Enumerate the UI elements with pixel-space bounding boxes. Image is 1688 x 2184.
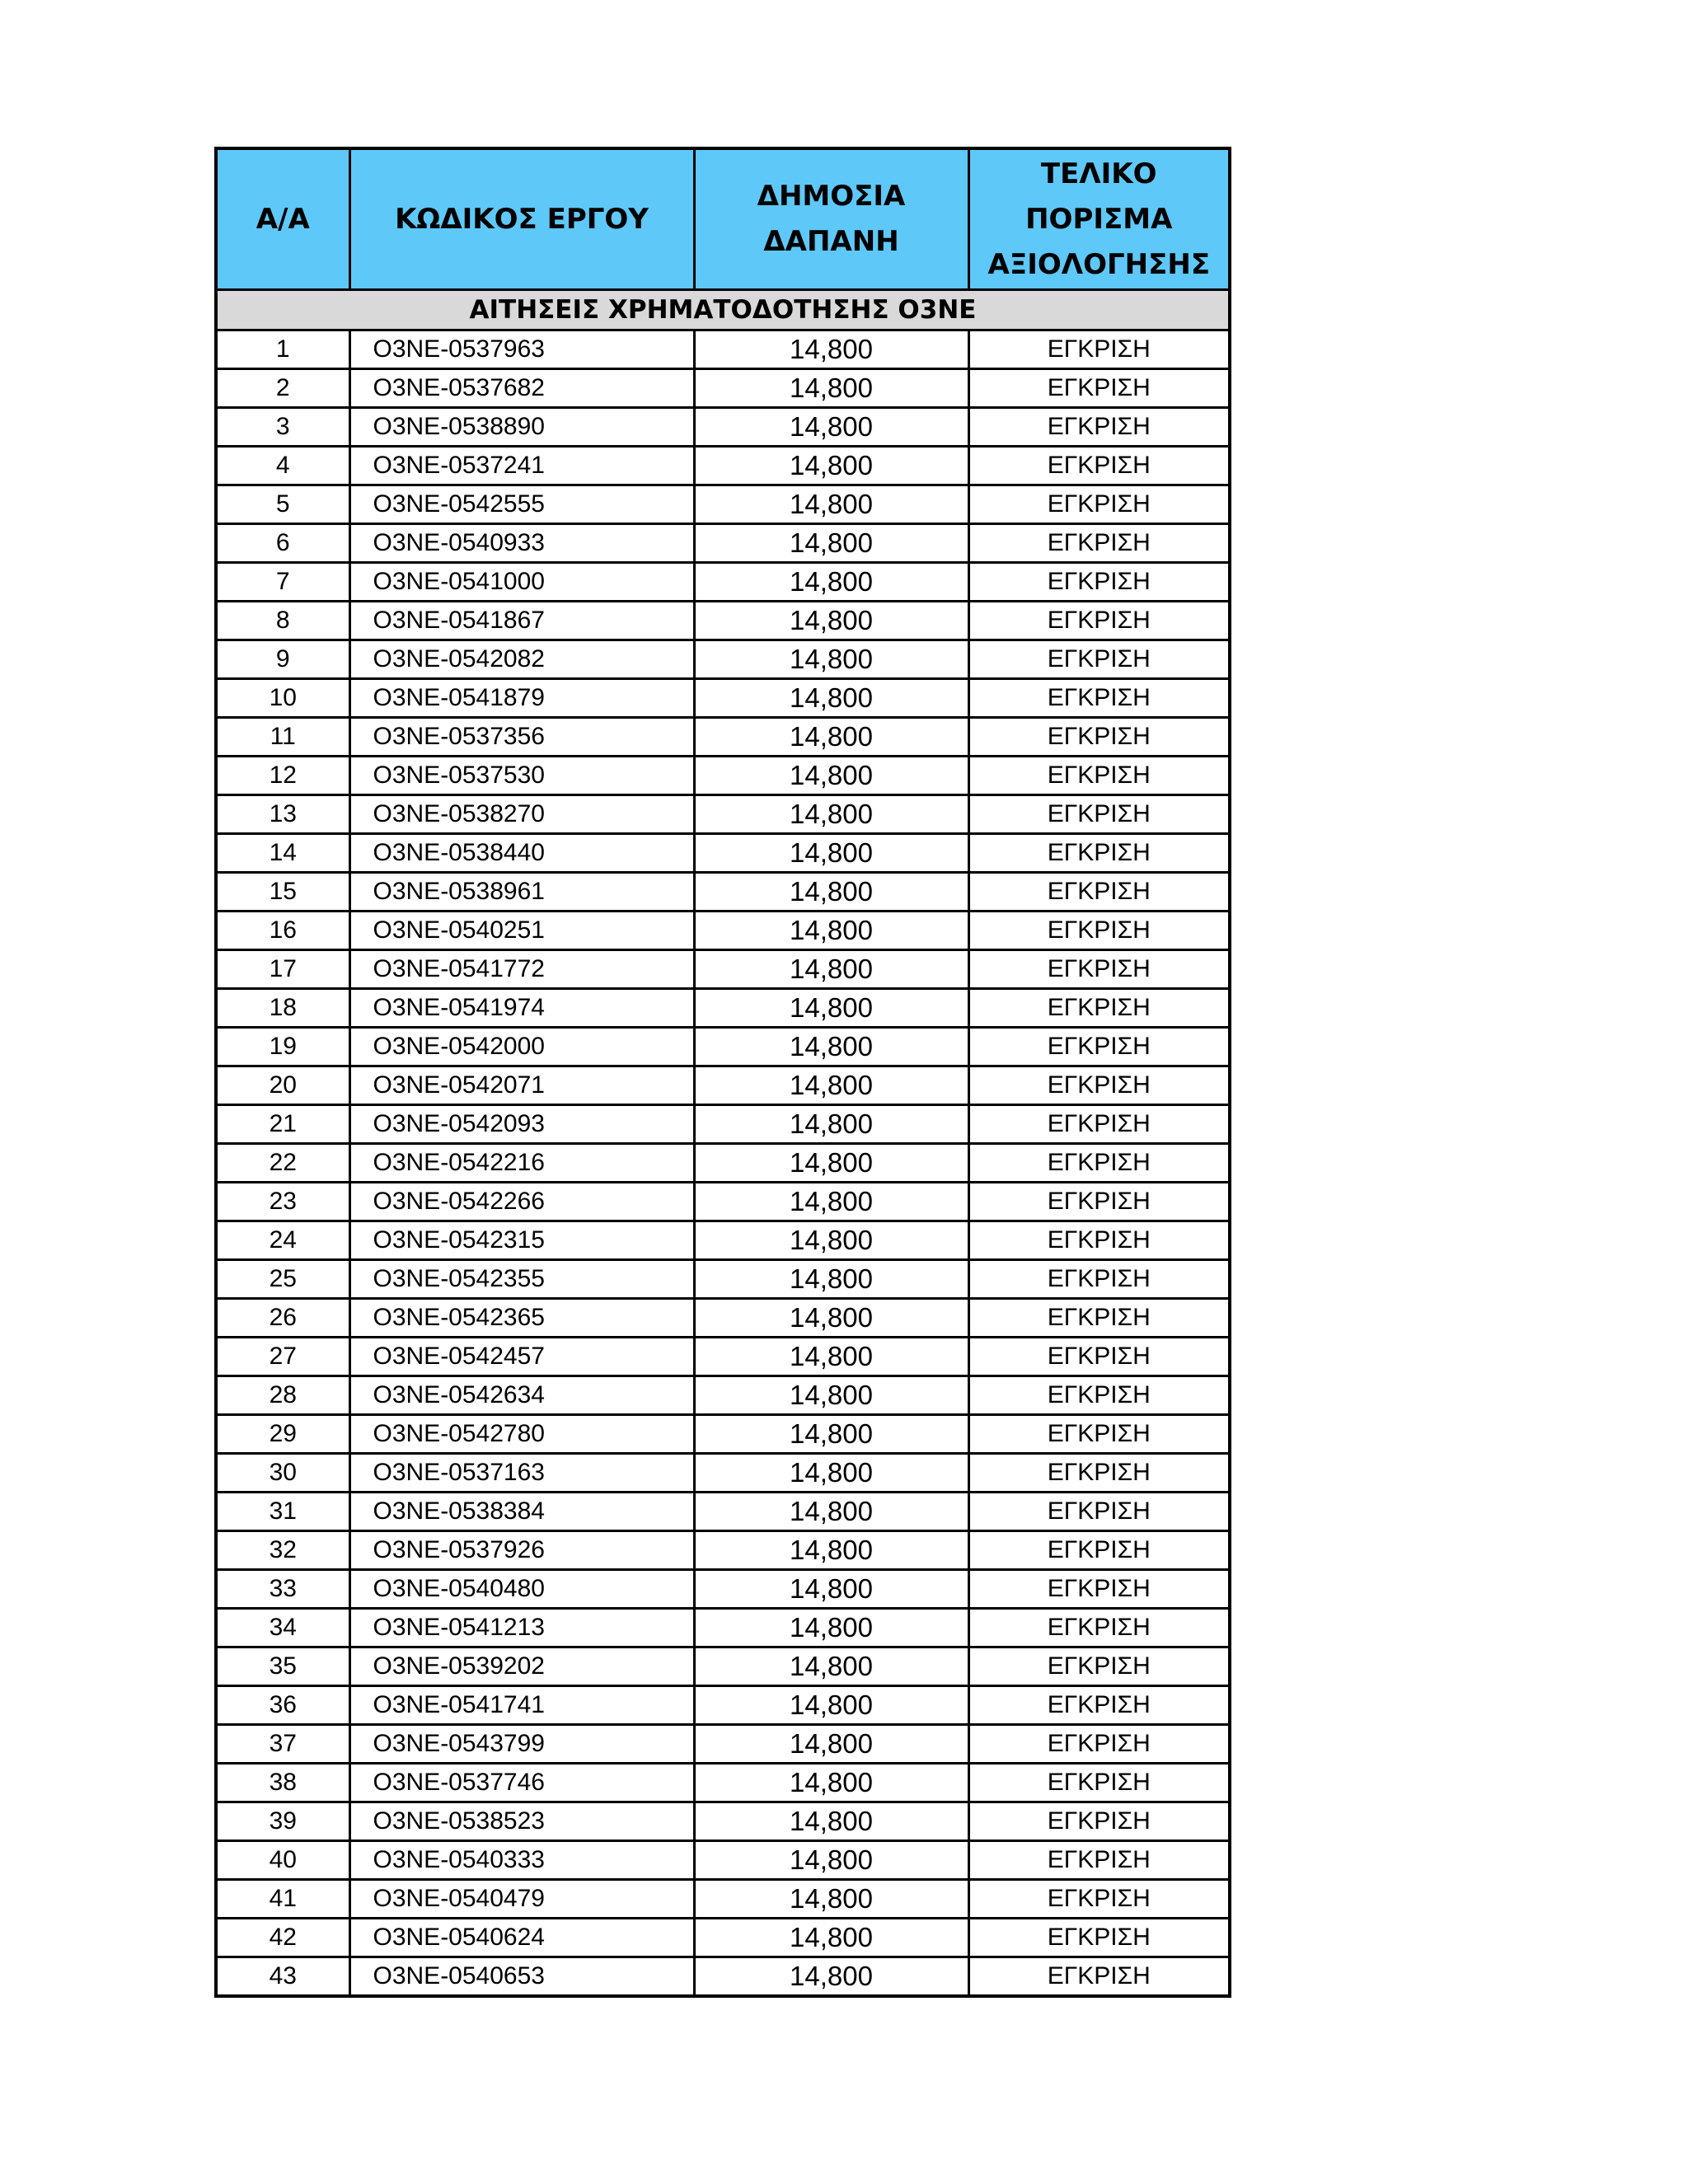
header-final-result-line2: ΠΟΡΙΣΜΑ — [1025, 202, 1173, 236]
cell-public-expense: 14,800 — [694, 912, 968, 950]
table-row — [216, 1841, 1230, 1880]
cell-aa: 25 — [216, 1260, 349, 1299]
cell-aa: 12 — [216, 757, 349, 795]
cell-public-expense: 14,800 — [694, 447, 968, 485]
cell-aa: 40 — [216, 1841, 349, 1880]
cell-final-result: ΕΓΚΡΙΣΗ — [968, 563, 1230, 602]
cell-project-code: O3NE-0538961 — [349, 873, 694, 912]
cell-aa: 29 — [216, 1415, 349, 1454]
cell-aa: 21 — [216, 1105, 349, 1144]
cell-final-result: ΕΓΚΡΙΣΗ — [968, 1531, 1230, 1570]
cell-public-expense: 14,800 — [694, 1531, 968, 1570]
cell-final-result: ΕΓΚΡΙΣΗ — [968, 408, 1230, 447]
cell-project-code: O3NE-0538270 — [349, 795, 694, 834]
table-row — [216, 1919, 1230, 1957]
cell-project-code: O3NE-0538440 — [349, 834, 694, 873]
cell-public-expense: 14,800 — [694, 485, 968, 524]
cell-project-code: O3NE-0542093 — [349, 1105, 694, 1144]
table-row — [216, 1260, 1230, 1299]
cell-final-result: ΕΓΚΡΙΣΗ — [968, 1105, 1230, 1144]
table-row — [216, 1725, 1230, 1764]
cell-public-expense: 14,800 — [694, 563, 968, 602]
table-body — [216, 330, 1230, 1997]
cell-project-code: O3NE-0542266 — [349, 1183, 694, 1221]
cell-project-code: O3NE-0542780 — [349, 1415, 694, 1454]
table-row — [216, 369, 1230, 408]
cell-project-code: O3NE-0540251 — [349, 912, 694, 950]
cell-public-expense: 14,800 — [694, 1299, 968, 1338]
cell-final-result: ΕΓΚΡΙΣΗ — [968, 834, 1230, 873]
cell-public-expense: 14,800 — [694, 369, 968, 408]
cell-public-expense: 14,800 — [694, 1647, 968, 1686]
cell-final-result: ΕΓΚΡΙΣΗ — [968, 873, 1230, 912]
cell-public-expense: 14,800 — [694, 1105, 968, 1144]
results-table — [214, 147, 1231, 1998]
cell-project-code: O3NE-0538523 — [349, 1802, 694, 1841]
header-public-expense-line2: ΔΑΠΑΝΗ — [763, 225, 899, 258]
cell-project-code: O3NE-0537241 — [349, 447, 694, 485]
cell-project-code: O3NE-0540480 — [349, 1570, 694, 1609]
cell-project-code: O3NE-0538890 — [349, 408, 694, 447]
cell-project-code: O3NE-0537963 — [349, 330, 694, 369]
cell-final-result: ΕΓΚΡΙΣΗ — [968, 1725, 1230, 1764]
cell-final-result: ΕΓΚΡΙΣΗ — [968, 950, 1230, 989]
cell-project-code: O3NE-0540933 — [349, 524, 694, 563]
cell-final-result: ΕΓΚΡΙΣΗ — [968, 1570, 1230, 1609]
cell-aa: 22 — [216, 1144, 349, 1183]
cell-aa: 15 — [216, 873, 349, 912]
cell-aa: 9 — [216, 640, 349, 679]
header-public-expense — [694, 148, 968, 290]
table-row — [216, 1647, 1230, 1686]
cell-aa: 11 — [216, 718, 349, 757]
cell-final-result: ΕΓΚΡΙΣΗ — [968, 1764, 1230, 1802]
header-final-result-line1: ΤΕΛΙΚΟ — [1040, 157, 1157, 190]
cell-public-expense: 14,800 — [694, 1144, 968, 1183]
table-row — [216, 1144, 1230, 1183]
cell-aa: 4 — [216, 447, 349, 485]
cell-public-expense: 14,800 — [694, 989, 968, 1028]
cell-final-result: ΕΓΚΡΙΣΗ — [968, 1415, 1230, 1454]
cell-public-expense: 14,800 — [694, 679, 968, 718]
cell-aa: 5 — [216, 485, 349, 524]
table-row — [216, 1957, 1230, 1997]
table-row — [216, 1221, 1230, 1260]
cell-final-result: ΕΓΚΡΙΣΗ — [968, 485, 1230, 524]
cell-final-result: ΕΓΚΡΙΣΗ — [968, 1221, 1230, 1260]
cell-final-result: ΕΓΚΡΙΣΗ — [968, 989, 1230, 1028]
cell-project-code: O3NE-0537746 — [349, 1764, 694, 1802]
cell-final-result: ΕΓΚΡΙΣΗ — [968, 602, 1230, 640]
cell-public-expense: 14,800 — [694, 1454, 968, 1493]
cell-final-result: ΕΓΚΡΙΣΗ — [968, 330, 1230, 369]
table-row — [216, 1299, 1230, 1338]
cell-final-result: ΕΓΚΡΙΣΗ — [968, 524, 1230, 563]
cell-aa: 31 — [216, 1493, 349, 1531]
cell-aa: 37 — [216, 1725, 349, 1764]
section-row — [216, 290, 1230, 330]
table-row — [216, 1609, 1230, 1647]
cell-final-result: ΕΓΚΡΙΣΗ — [968, 1686, 1230, 1725]
table-row — [216, 1686, 1230, 1725]
table-row — [216, 989, 1230, 1028]
cell-project-code: O3NE-0542355 — [349, 1260, 694, 1299]
table-row — [216, 1415, 1230, 1454]
table-row — [216, 795, 1230, 834]
cell-public-expense: 14,800 — [694, 1725, 968, 1764]
cell-public-expense: 14,800 — [694, 1221, 968, 1260]
cell-final-result: ΕΓΚΡΙΣΗ — [968, 1338, 1230, 1376]
table-row — [216, 1493, 1230, 1531]
cell-public-expense: 14,800 — [694, 1028, 968, 1066]
cell-public-expense: 14,800 — [694, 1493, 968, 1531]
cell-final-result: ΕΓΚΡΙΣΗ — [968, 679, 1230, 718]
cell-aa: 1 — [216, 330, 349, 369]
cell-final-result: ΕΓΚΡΙΣΗ — [968, 640, 1230, 679]
cell-final-result: ΕΓΚΡΙΣΗ — [968, 1957, 1230, 1997]
cell-aa: 23 — [216, 1183, 349, 1221]
cell-project-code: O3NE-0542071 — [349, 1066, 694, 1105]
cell-public-expense: 14,800 — [694, 757, 968, 795]
cell-aa: 27 — [216, 1338, 349, 1376]
cell-aa: 24 — [216, 1221, 349, 1260]
cell-public-expense: 14,800 — [694, 1338, 968, 1376]
cell-public-expense: 14,800 — [694, 1260, 968, 1299]
cell-public-expense: 14,800 — [694, 1183, 968, 1221]
cell-public-expense: 14,800 — [694, 795, 968, 834]
table-row — [216, 408, 1230, 447]
cell-aa: 42 — [216, 1919, 349, 1957]
cell-project-code: O3NE-0542082 — [349, 640, 694, 679]
table-row — [216, 602, 1230, 640]
table-row — [216, 912, 1230, 950]
cell-final-result: ΕΓΚΡΙΣΗ — [968, 1454, 1230, 1493]
cell-aa: 41 — [216, 1880, 349, 1919]
cell-project-code: O3NE-0541000 — [349, 563, 694, 602]
cell-public-expense: 14,800 — [694, 1415, 968, 1454]
cell-final-result: ΕΓΚΡΙΣΗ — [968, 1144, 1230, 1183]
header-project-code — [349, 148, 694, 290]
header-project-code-label: ΚΩΔΙΚΟΣ ΕΡΓΟΥ — [395, 202, 649, 236]
table-row — [216, 873, 1230, 912]
cell-public-expense: 14,800 — [694, 834, 968, 873]
table-row — [216, 485, 1230, 524]
cell-project-code: O3NE-0541974 — [349, 989, 694, 1028]
cell-project-code: O3NE-0541741 — [349, 1686, 694, 1725]
cell-project-code: O3NE-0542216 — [349, 1144, 694, 1183]
cell-project-code: O3NE-0542634 — [349, 1376, 694, 1415]
cell-project-code: O3NE-0541867 — [349, 602, 694, 640]
table-row — [216, 563, 1230, 602]
table-row — [216, 1338, 1230, 1376]
cell-project-code: O3NE-0538384 — [349, 1493, 694, 1531]
cell-final-result: ΕΓΚΡΙΣΗ — [968, 912, 1230, 950]
cell-project-code: O3NE-0542365 — [349, 1299, 694, 1338]
cell-project-code: O3NE-0537356 — [349, 718, 694, 757]
cell-final-result: ΕΓΚΡΙΣΗ — [968, 1493, 1230, 1531]
cell-final-result: ΕΓΚΡΙΣΗ — [968, 1841, 1230, 1880]
cell-project-code: O3NE-0539202 — [349, 1647, 694, 1686]
cell-project-code: O3NE-0540624 — [349, 1919, 694, 1957]
cell-project-code: O3NE-0537682 — [349, 369, 694, 408]
cell-public-expense: 14,800 — [694, 330, 968, 369]
cell-final-result: ΕΓΚΡΙΣΗ — [968, 757, 1230, 795]
cell-final-result: ΕΓΚΡΙΣΗ — [968, 1299, 1230, 1338]
cell-public-expense: 14,800 — [694, 640, 968, 679]
cell-final-result: ΕΓΚΡΙΣΗ — [968, 1802, 1230, 1841]
section-title: ΑΙΤΗΣΕΙΣ ΧΡΗΜΑΤΟΔΟΤΗΣΗΣ Ο3ΝΕ — [216, 290, 1230, 330]
header-aa — [216, 148, 349, 290]
cell-aa: 2 — [216, 369, 349, 408]
cell-public-expense: 14,800 — [694, 873, 968, 912]
table-row — [216, 1570, 1230, 1609]
cell-public-expense: 14,800 — [694, 1686, 968, 1725]
cell-public-expense: 14,800 — [694, 1066, 968, 1105]
cell-project-code: O3NE-0543799 — [349, 1725, 694, 1764]
cell-final-result: ΕΓΚΡΙΣΗ — [968, 447, 1230, 485]
cell-aa: 8 — [216, 602, 349, 640]
table-row — [216, 1531, 1230, 1570]
cell-project-code: O3NE-0542457 — [349, 1338, 694, 1376]
cell-public-expense: 14,800 — [694, 1764, 968, 1802]
cell-public-expense: 14,800 — [694, 1609, 968, 1647]
table-row — [216, 1454, 1230, 1493]
cell-project-code: O3NE-0537163 — [349, 1454, 694, 1493]
header-public-expense-line1: ΔΗΜΟΣΙΑ — [757, 180, 906, 213]
cell-aa: 17 — [216, 950, 349, 989]
cell-aa: 20 — [216, 1066, 349, 1105]
cell-aa: 39 — [216, 1802, 349, 1841]
cell-project-code: O3NE-0542000 — [349, 1028, 694, 1066]
cell-aa: 13 — [216, 795, 349, 834]
cell-public-expense: 14,800 — [694, 1376, 968, 1415]
cell-aa: 35 — [216, 1647, 349, 1686]
table-row — [216, 330, 1230, 369]
cell-aa: 14 — [216, 834, 349, 873]
cell-final-result: ΕΓΚΡΙΣΗ — [968, 1260, 1230, 1299]
table-row — [216, 1802, 1230, 1841]
cell-aa: 32 — [216, 1531, 349, 1570]
cell-project-code: O3NE-0540479 — [349, 1880, 694, 1919]
table-row — [216, 757, 1230, 795]
cell-final-result: ΕΓΚΡΙΣΗ — [968, 1609, 1230, 1647]
cell-project-code: O3NE-0542555 — [349, 485, 694, 524]
cell-final-result: ΕΓΚΡΙΣΗ — [968, 1880, 1230, 1919]
table-row — [216, 1183, 1230, 1221]
cell-aa: 38 — [216, 1764, 349, 1802]
cell-final-result: ΕΓΚΡΙΣΗ — [968, 795, 1230, 834]
cell-aa: 33 — [216, 1570, 349, 1609]
table-row — [216, 679, 1230, 718]
cell-project-code: O3NE-0541879 — [349, 679, 694, 718]
cell-public-expense: 14,800 — [694, 1802, 968, 1841]
cell-aa: 3 — [216, 408, 349, 447]
cell-project-code: O3NE-0540653 — [349, 1957, 694, 1997]
cell-public-expense: 14,800 — [694, 950, 968, 989]
table-row — [216, 640, 1230, 679]
cell-aa: 10 — [216, 679, 349, 718]
cell-aa: 28 — [216, 1376, 349, 1415]
cell-public-expense: 14,800 — [694, 408, 968, 447]
cell-public-expense: 14,800 — [694, 1880, 968, 1919]
cell-final-result: ΕΓΚΡΙΣΗ — [968, 1376, 1230, 1415]
cell-public-expense: 14,800 — [694, 1919, 968, 1957]
cell-aa: 7 — [216, 563, 349, 602]
cell-final-result: ΕΓΚΡΙΣΗ — [968, 1183, 1230, 1221]
table-row — [216, 718, 1230, 757]
cell-public-expense: 14,800 — [694, 1957, 968, 1997]
cell-final-result: ΕΓΚΡΙΣΗ — [968, 1066, 1230, 1105]
cell-public-expense: 14,800 — [694, 524, 968, 563]
cell-final-result: ΕΓΚΡΙΣΗ — [968, 1647, 1230, 1686]
table-row — [216, 1880, 1230, 1919]
cell-project-code: O3NE-0540333 — [349, 1841, 694, 1880]
cell-final-result: ΕΓΚΡΙΣΗ — [968, 369, 1230, 408]
table-row — [216, 834, 1230, 873]
header-final-result-line3: ΑΞΙΟΛΟΓΗΣΗΣ — [987, 247, 1211, 281]
table-row — [216, 1105, 1230, 1144]
table-row — [216, 524, 1230, 563]
table-row — [216, 1764, 1230, 1802]
cell-project-code: O3NE-0541213 — [349, 1609, 694, 1647]
cell-aa: 30 — [216, 1454, 349, 1493]
header-final-result — [968, 148, 1230, 290]
cell-public-expense: 14,800 — [694, 602, 968, 640]
cell-aa: 43 — [216, 1957, 349, 1997]
cell-aa: 26 — [216, 1299, 349, 1338]
table-row — [216, 1028, 1230, 1066]
table-row — [216, 950, 1230, 989]
header-row — [216, 148, 1230, 290]
cell-aa: 18 — [216, 989, 349, 1028]
cell-public-expense: 14,800 — [694, 1570, 968, 1609]
cell-final-result: ΕΓΚΡΙΣΗ — [968, 1919, 1230, 1957]
cell-aa: 34 — [216, 1609, 349, 1647]
table-header — [216, 148, 1230, 330]
cell-project-code: O3NE-0541772 — [349, 950, 694, 989]
cell-project-code: O3NE-0542315 — [349, 1221, 694, 1260]
cell-project-code: O3NE-0537926 — [349, 1531, 694, 1570]
table-row — [216, 447, 1230, 485]
cell-aa: 19 — [216, 1028, 349, 1066]
cell-public-expense: 14,800 — [694, 1841, 968, 1880]
cell-final-result: ΕΓΚΡΙΣΗ — [968, 718, 1230, 757]
cell-public-expense: 14,800 — [694, 718, 968, 757]
table-row — [216, 1376, 1230, 1415]
cell-final-result: ΕΓΚΡΙΣΗ — [968, 1028, 1230, 1066]
header-aa-label: Α/Α — [256, 202, 310, 236]
table-row — [216, 1066, 1230, 1105]
cell-aa: 6 — [216, 524, 349, 563]
cell-aa: 36 — [216, 1686, 349, 1725]
cell-project-code: O3NE-0537530 — [349, 757, 694, 795]
cell-aa: 16 — [216, 912, 349, 950]
